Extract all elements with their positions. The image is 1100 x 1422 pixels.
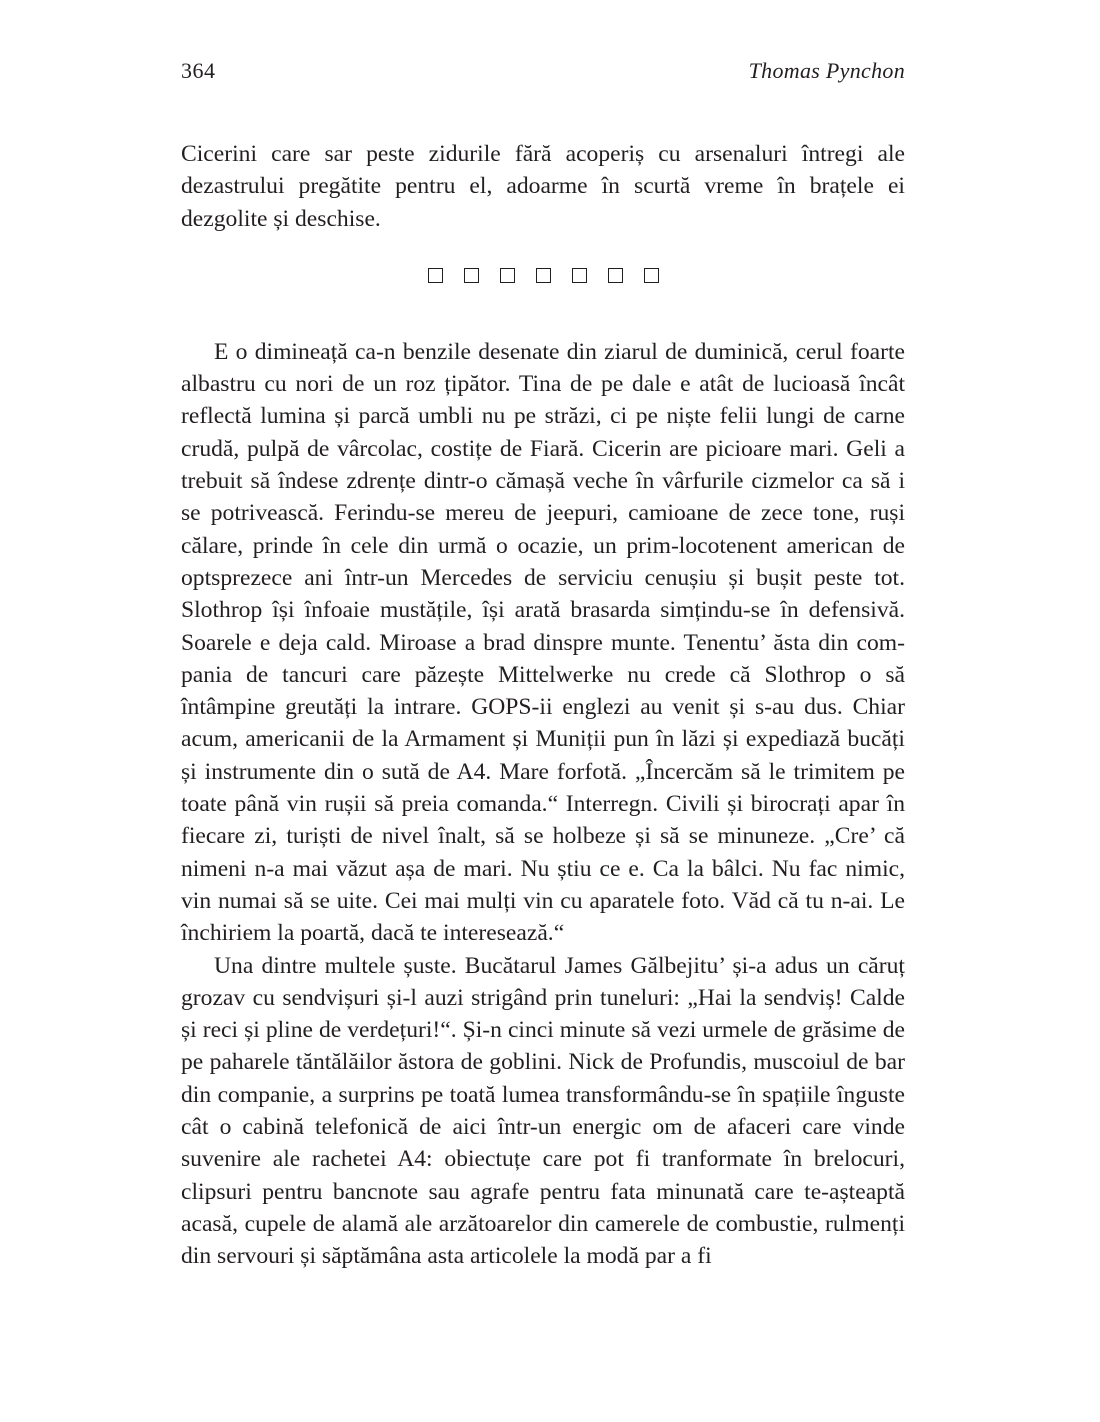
square-ornament-icon — [608, 268, 623, 283]
square-ornament-icon — [428, 268, 443, 283]
paragraph-hustles: Una dintre multele șuste. Bucătarul James Gălbejitu’ și-a adus un căruț grozav cu sendvișuri și-l auzi strigând prin tuneluri: „Hai la sendviș! Calde și reci și pline de verdețuri!“. Și-n cinci minute să vezi urmele de grăsime de pe paharele tăntălăilor ăstora de goblini. Nick de Profundis, muscoiul de bar din companie, a surprins pe toată lumea transformându-se în spațiile înguste cât o cabină telefonică de aici într-un energic om de afaceri care vinde suvenire ale rachetei A4: obiectuțe care pot fi tranformate în brelocuri, clipsuri pentru bancnote sau agrafe pentru fata minunată care te-așteaptă acasă, cupele de alamă ale arzătoarelor din camerele de combustie, rulmenți din servouri și săptămâna asta articolele la modă par a fi — [181, 952, 905, 1270]
continuation-paragraph: Cicerini care sar peste zidurile fără acoperiș cu arsenaluri întregi ale dezastrului pregătite pentru el, adoarme în scurtă vreme în brațele ei dezgolite și deschise. — [181, 141, 905, 232]
square-ornament-icon — [536, 268, 551, 283]
running-title: Thomas Pynchon — [748, 58, 905, 83]
square-ornament-icon — [500, 268, 515, 283]
body-text — [181, 138, 905, 1273]
square-ornament-icon — [572, 268, 587, 283]
section-break — [181, 266, 905, 284]
paragraph-morning: E o dimineață ca-n benzile desenate din ziarul de duminică, cerul foarte albastru cu nori de un roz țipător. Tina de pe dale e atât de lucioasă încât reflectă lumina și parcă umbli nu pe străzi, ci pe niște felii lungi de carne crudă, pulpă de vârcolac, costițe de Fiară. Cicerin are picioare mari. Geli a trebuit să îndese zdrențe dintr-o cămașă veche în vârfurile cizmelor ca să i se potrivească. Ferindu-se mereu de jeepuri, camioane de zece tone, ruși călare, prinde în cele din urmă o ocazie, un prim-locotenent american de optsprezece ani într-un Mercedes de serviciu cenușiu și bușit peste tot. Slothrop își înfoaie mustățile, își arată brasarda simțindu-se în defensivă. Soarele e deja cald. Miroase a brad dinspre munte. Tenentu’ ăsta din compania de tancuri care păzește Mittelwerke nu crede că Slothrop o să întâmpine greutăți la intrare. GOPS-ii englezi au venit și s-au dus. Chiar acum, americanii de la Armament și Muniții pun în lăzi și expediază bucăți și instrumente din o sută de A4. Mare forfotă. „Încercăm să le trimitem pe toate până vin rușii să preia comanda.“ Interregn. Civili și birocrați apar în fiecare zi, turiști de nivel înalt, să se holbeze și să se minuneze. „Cre’ că nimeni n-a mai văzut așa de mari. Nu știu ce e. Ca la bâlci. Nu fac nimic, vin numai să se uite. Cei mai mulți vin cu aparatele foto. Văd că tu n-ai. Le închiriem la poartă, dacă te interesează.“ — [181, 338, 905, 947]
book-page — [181, 58, 905, 1273]
page-number: 364 — [181, 58, 216, 83]
running-head — [181, 58, 905, 94]
square-ornament-icon — [644, 268, 659, 283]
square-ornament-icon — [464, 268, 479, 283]
